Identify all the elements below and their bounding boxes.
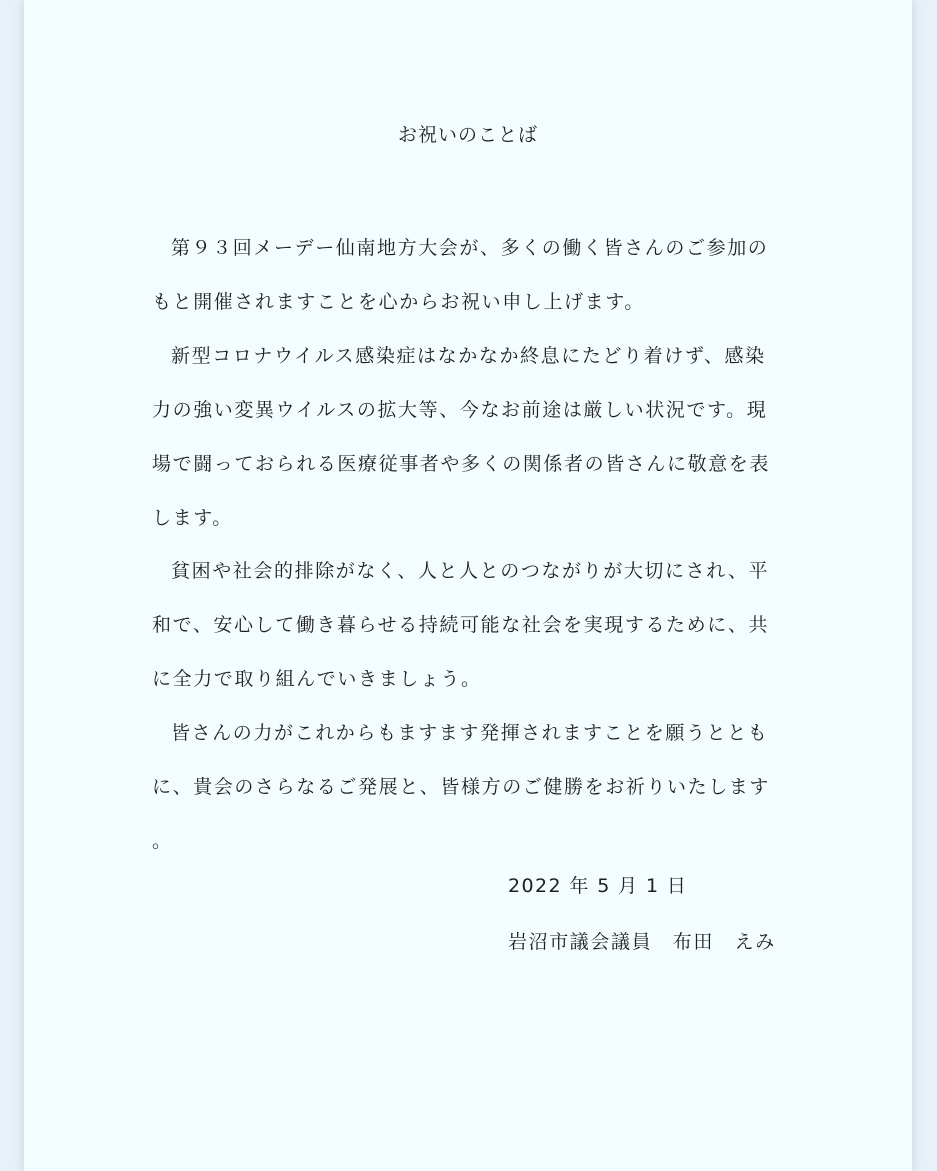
letter-body — [152, 221, 782, 867]
letter-title: お祝いのことば — [397, 124, 538, 146]
letter-signature: 岩沼市議会議員 布田 えみ — [508, 931, 776, 953]
paragraph-3: 貧困や社会的排除がなく、人と人とのつながりが大切にされ、平和で、安心して働き暮らせる持続可能な社会を実現するために、共に全力で取り組んでいきましょう。 — [152, 560, 770, 690]
paragraph-4: 皆さんの力がこれからもますます発揮されますことを願うとともに、貴会のさらなるご発展と、皆様方のご健勝をお祈りいたします。 — [152, 721, 771, 852]
letter-page — [24, 0, 912, 1171]
letter-date: 2022 年 5 月 1 日 — [508, 875, 688, 897]
paragraph-1: 第９３回メーデー仙南地方大会が、多くの働く皆さんのご参加のもと開催されますことを心からお祝い申し上げます。 — [152, 237, 769, 313]
paragraph-2: 新型コロナウイルス感染症はなかなか終息にたどり着けず、感染力の強い変異ウイルスの拡大等、今なお前途は厳しい状況です。現場で闘っておられる医療従事者や多くの関係者の皆さんに敬意を表します。 — [152, 344, 771, 529]
